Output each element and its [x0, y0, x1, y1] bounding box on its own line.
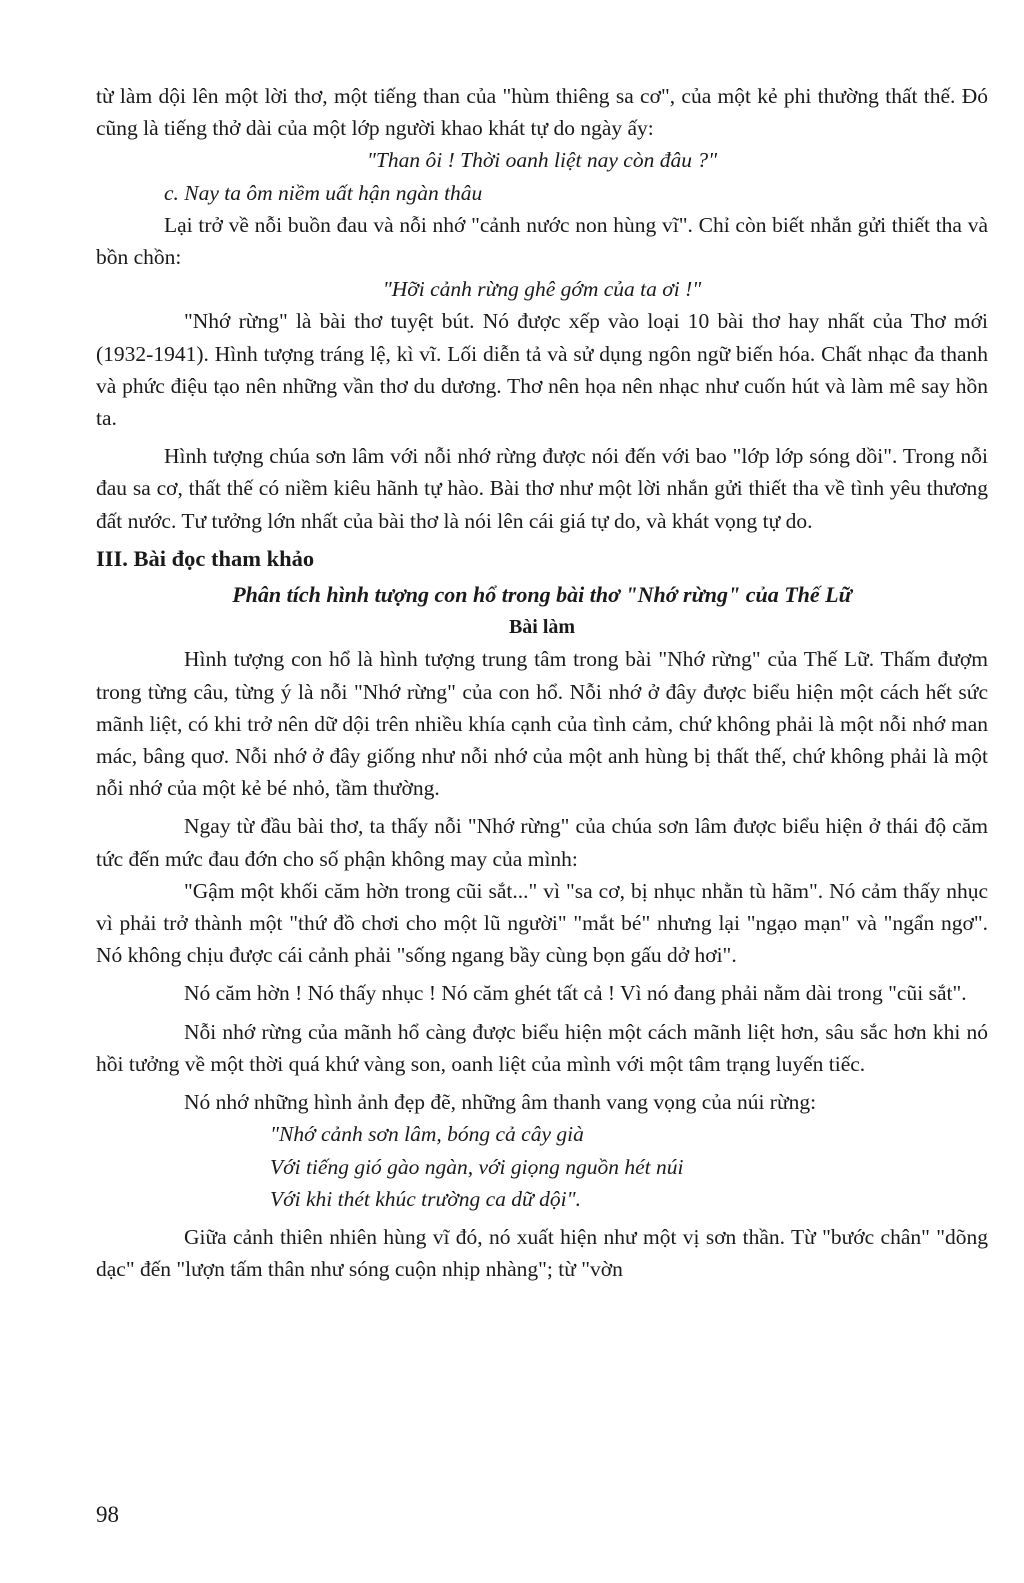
paragraph-no-nho: Nó nhớ những hình ảnh đẹp đẽ, những âm thanh vang vọng của núi rừng: — [184, 1090, 817, 1115]
paragraph-cam-hon: Nó căm hờn ! Nó thấy nhục ! Nó căm ghét tất cả ! Vì nó đang phải nằm dài trong "cũi sắt". — [184, 981, 967, 1006]
paragraph-noi-nho: Nỗi nhớ rừng của mãnh hổ càng được biểu hiện một cách mãnh liệt hơn, sâu sắc hơn khi nó hồi tưởng về một thời quá khứ vàng son, oanh liệt của mình với một tâm trạng luyến tiếc. — [96, 1019, 988, 1076]
paragraph-lai-tro-ve: Lại trở về nỗi buồn đau và nỗi nhớ "cảnh nước non hùng vĩ". Chỉ còn biết nhắn gửi thiết tha và bồn chồn: — [96, 212, 988, 270]
essay-subtitle: Bài làm — [508, 616, 576, 639]
essay-title: Phân tích hình tượng con hổ trong bài thơ "Nhớ rừng" của Thế Lữ — [232, 582, 852, 608]
subheading-c: c. Nay ta ôm niềm uất hận ngàn thâu — [164, 180, 483, 205]
paragraph-nho-rung: "Nhớ rừng" là bài thơ tuyệt bút. Nó được xếp vào loại 10 bài thơ hay nhất của Thơ mới (1932-1941). Hình tượng tráng lệ, kì vĩ. Lối diễn tả và sử dụng ngôn ngữ biến hóa. Chất nhạc đa thanh và phức điệu tạo nên những vần thơ du dương. Thơ nên họa nên nhạc như cuốn hút và làm mê say hồn ta. — [96, 309, 988, 431]
verse-line-1: "Nhớ cảnh sơn lâm, bóng cả cây già — [270, 1122, 584, 1147]
quote-hoi-canh-rung: "Hỡi cảnh rừng ghê gớm của ta ơi !" — [382, 277, 702, 302]
paragraph-gam-mot-khoi: "Gậm một khối căm hờn trong cũi sắt..." vì "sa cơ, bị nhục nhằn tù hãm". Nó cảm thấy nhục vì phải trở thành một "thứ đồ chơi cho một lũ người" "mắt bé" nhưng lại "ngạo mạn" và "ngẩn ngơ". Nó không chịu được cái cảnh phải "sống ngang bầy cùng bọn gấu dở hơi". — [96, 878, 988, 968]
paragraph-con-ho: Hình tượng con hổ là hình tượng trung tâm trong bài "Nhớ rừng" của Thế Lữ. Thấm đượm trong từng câu, từng ý là nỗi "Nhớ rừng" của con hổ. Nỗi nhớ ở đây được biểu hiện một cách hết sức mãnh liệt, có khi trở nên dữ dội trên nhiều khía cạnh của tình cảm, chứ không phải là một nỗi nhớ man mác, bâng quơ. Nỗi nhớ ở đây giống như nỗi nhớ của một anh hùng bị thất thế, chứ không phải là một nỗi nhớ của một kẻ bé nhỏ, tầm thường. — [96, 647, 988, 801]
paragraph-continuation: từ làm dội lên một lời thơ, một tiếng than của "hùm thiêng sa cơ", của một kẻ phi thường thất thế. Đó cũng là tiếng thở dài của một lớp người khao khát tự do ngày ấy: — [96, 84, 988, 141]
verse-line-2: Với tiếng gió gào ngàn, với giọng nguồn hét núi — [270, 1154, 684, 1179]
paragraph-hinh-tuong: Hình tượng chúa sơn lâm với nỗi nhớ rừng được nói đến với bao "lớp lớp sóng dồi". Trong nỗi đau sa cơ, thất thế có niềm kiêu hãnh tự hào. Bài thơ như một lời nhắn gửi thiết tha về tình yêu thương đất nước. Tư tưởng lớn nhất của bài thơ là nói lên cái giá tự do, và khát vọng tự do. — [96, 444, 988, 533]
paragraph-giua-canh: Giữa cảnh thiên nhiên hùng vĩ đó, nó xuất hiện như một vị sơn thần. Từ "bước chân" "dõng dạc" đến "lượn tấm thân như sóng cuộn nhịp nhàng"; từ "vờn — [96, 1224, 988, 1282]
page-body — [96, 80, 988, 1285]
quote-than-oi: "Than ôi ! Thời oanh liệt nay còn đâu ?" — [366, 148, 718, 173]
paragraph-ngay-tu-dau: Ngay từ đầu bài thơ, ta thấy nỗi "Nhớ rừng" của chúa sơn lâm được biểu hiện ở thái độ căm tức đến mức đau đớn cho số phận không may của mình: — [96, 814, 988, 871]
page-number: 98 — [96, 1502, 119, 1527]
verse-line-3: Với khi thét khúc trường ca dữ dội". — [270, 1186, 581, 1211]
section-heading: III. Bài đọc tham khảo — [96, 545, 315, 571]
